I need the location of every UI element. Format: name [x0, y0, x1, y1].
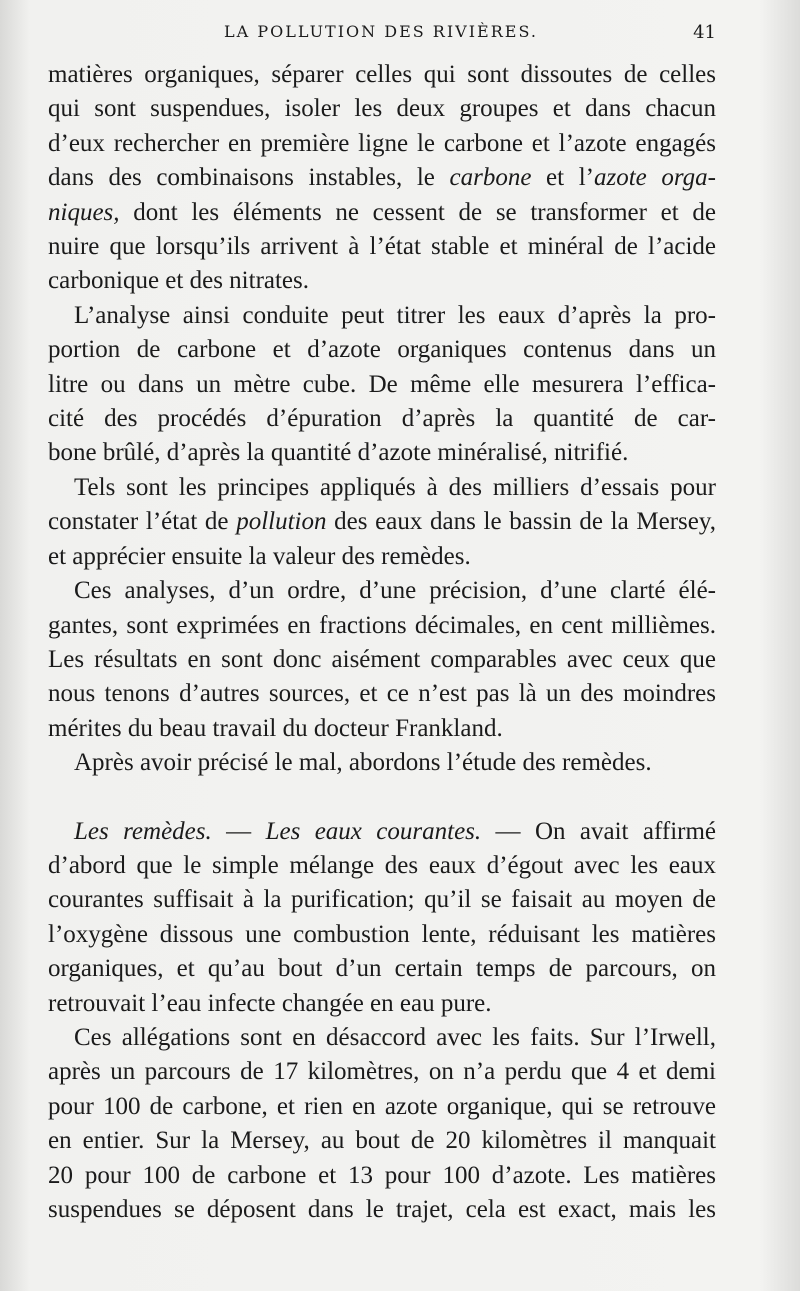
text-line: carbonique et des nitrates. [48, 267, 310, 295]
text-line: gantes, sont exprimées en fractions décimales, en cent millièmes. [48, 611, 716, 639]
text-line: pour 100 de carbone, et rien en azote organique, qui se retrouve [48, 1092, 716, 1120]
running-title: LA POLLUTION DES RIVIÈRES. [224, 22, 538, 41]
body-text [48, 58, 716, 1227]
text-line: et apprécier ensuite la valeur des remèdes. [48, 542, 471, 570]
text-line: après un parcours de 17 kilomètres, on n’a perdu que 4 et demi [48, 1058, 716, 1086]
text-line: bone brûlé, d’après la quantité d’azote minéralisé, nitrifié. [48, 439, 629, 467]
text-line: Après avoir précisé le mal, abordons l’étude des remèdes. [74, 749, 652, 777]
text-line: retrouvait l’eau infecte changée en eau pure. [48, 989, 492, 1017]
text-line: cité des procédés d’épuration d’après la quantité de car- [48, 405, 716, 433]
text-line: constater l’état de pollution des eaux dans le bassin de la Mersey, [48, 508, 716, 536]
running-head [48, 20, 714, 44]
text-line: Les résultats en sont donc aisément comparables avec ceux que [48, 645, 716, 673]
section-heading: Les eaux courantes. [265, 817, 482, 845]
text-line: courantes suffisait à la purification; qu’il se faisait au moyen de [48, 886, 716, 914]
text-line: niques, dont les éléments ne cessent de se transformer et de [48, 198, 716, 226]
text-line: en entier. Sur la Mersey, au bout de 20 kilomètres il manquait [48, 1127, 716, 1155]
text-line: d’eux rechercher en première ligne le carbone et l’azote engagés [48, 129, 716, 157]
text-line: mérites du beau travail du docteur Frankland. [48, 714, 503, 742]
emphasis: carbone [449, 164, 532, 192]
text-line: l’oxygène dissous une combustion lente, réduisant les matières [48, 920, 716, 948]
text-line: nuire que lorsqu’ils arrivent à l’état stable et minéral de l’acide [48, 233, 716, 261]
text-line: qui sont suspendues, isoler les deux groupes et dans chacun [48, 95, 716, 123]
section-gap [48, 781, 716, 815]
text-line: organiques, et qu’au bout d’un certain temps de parcours, on [48, 955, 716, 983]
section-heading: Les remèdes. [74, 817, 212, 845]
page-number: 41 [693, 22, 716, 43]
emphasis: azote orga- [593, 164, 716, 192]
text-line: 20 pour 100 de carbone et 13 pour 100 d’azote. Les matières [48, 1161, 716, 1189]
text-line: d’abord que le simple mélange des eaux d’égout avec les eaux [48, 851, 716, 879]
text-line: litre ou dans un mètre cube. De même elle mesurera l’effica- [48, 370, 716, 398]
text-line: L’analyse ainsi conduite peut titrer les eaux d’après la pro- [74, 301, 716, 329]
text-line: Les remèdes. — Les eaux courantes. — On avait affirmé [74, 817, 717, 845]
text-line: suspendues se déposent dans le trajet, cela est exact, mais les [48, 1196, 716, 1223]
text-line: Ces analyses, d’un ordre, d’une précision, d’une clarté élé- [74, 577, 716, 605]
emphasis: pollution [236, 508, 327, 536]
text-line: nous tenons d’autres sources, et ce n’est pas là un des moindres [48, 680, 716, 708]
text-line: dans des combinaisons instables, le carbone et l’azote orga- [48, 164, 716, 192]
text-line: Ces allégations sont en désaccord avec les faits. Sur l’Irwell, [74, 1023, 716, 1051]
text-line: Tels sont les principes appliqués à des milliers d’essais pour [74, 473, 716, 501]
text-line: matières organiques, séparer celles qui sont dissoutes de celles [48, 61, 716, 88]
emphasis: niques, [48, 198, 120, 226]
text-line: portion de carbone et d’azote organiques contenus dans un [48, 336, 716, 364]
